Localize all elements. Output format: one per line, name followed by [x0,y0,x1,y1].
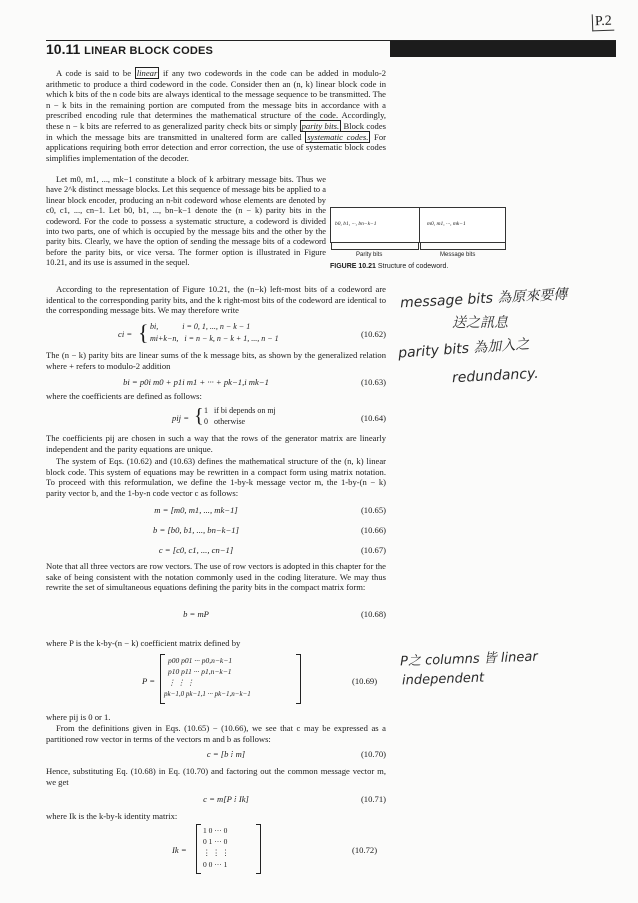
eq72-row-2: ⋮ ⋮ ⋮ [203,848,230,857]
p5-text: where the coefficients are defined as follows: [46,391,202,401]
paragraph-10 [46,712,386,723]
eq65-number: (10.65) [360,505,386,515]
figure-caption-text: Structure of codeword. [377,263,449,270]
paragraph-8 [46,561,386,593]
paragraph-4 [46,350,386,371]
eq64-number: (10.64) [360,413,386,423]
p2-text: Let m0, m1, ..., mk−1 constitute a block of k arbitrary message bits. Thus we have 2^k distinct message blocks. Let this sequence of message bits be applied to a linear block encoder, producing an n-bit codeword whose elements are denoted by c0, c1, ..., cn−1. Let b0, b1, ..., bn−k−1 denote the (n − k) parity bits in the codeword. For the code to possess a systematic structure, a codeword is divided into two parts, one of which is occupied by the message bits and the other by the parity bits. Clearly, we have the option of sending the message bits of a codeword before the parity bits, or vice versa. The former option is illustrated in Figure 10.21, and its use is assumed in the sequel. [46,175,326,268]
paragraph-13 [46,811,386,822]
eq64-case-top: 1 if bi depends on mj [204,406,276,415]
section-heading [46,41,213,57]
eq72-number: (10.72) [352,845,378,855]
eq71-body: c = m[P ⁞ Ik] [203,794,249,804]
eq69-row-1: p10 p11 ··· p1,n−k−1 [168,667,232,676]
eq69-row-0: p00 p01 ··· p0,n−k−1 [168,656,233,665]
p4-text: The (n − k) parity bits are linear sums of the k message bits, as shown by the generalized relation where + refers to modulo-2 addition [46,350,386,371]
eq70-body: c = [b ⁞ m] [206,749,246,759]
p1-text-b: if any two codewords in the code can be added in modulo-2 arithmetic to produce a third codeword in the code. Consider then an (n, k) linear block code in which k bits of the n code bits are always identical to the message sequence to be transmitted. The n − k bits in the remaining portion are computed from the message bits in accordance with a prescribed encoding rule that determines the mathematical structure of the code. Accordingly, these n − k bits are referred to as generalized parity check bits or simply [46,68,386,131]
eq66-number: (10.66) [360,525,386,535]
boxed-term-parity-bits: parity bits. [301,120,340,131]
equation-10-65 [46,505,386,517]
eq70-number: (10.70) [360,749,386,759]
p1-text-d: For applications requiring both error detection and error correction, the use of systematic block codes simplifies implementation of the decoder. [46,131,386,163]
eq66-body: b = [b0, b1, ..., bn−k−1] [153,525,239,535]
figure-message-segment: m0, m1, ···, mk−1 [427,221,466,227]
paragraph-12 [46,766,386,787]
paragraph-11 [46,723,386,744]
p1-text-c: Block codes in which the message bits are transmitted in unaltered form are called [46,120,387,142]
handwritten-note-independent: independent [401,670,485,689]
p3-text: According to the representation of Figure 10.21, the (n−k) left-most bits of a codeword are identical to the corresponding parity bits, and the k right-most bits of the codeword are identical to the corresponding message bits. We may therefore write [46,284,386,316]
p1-text-a: A code is said to be [56,68,132,78]
equation-10-68 [46,609,386,621]
equation-10-70 [46,749,386,761]
eq69-row-2: ⋮ ⋮ ⋮ [168,678,195,687]
paragraph-7 [46,456,386,498]
handwritten-note-message-bits-2: 送之訊息 [452,315,508,331]
eq67-body: c = [c0, c1, ..., cn−1] [158,545,234,555]
p8-text: Note that all three vectors are row vectors. The use of row vectors is adopted in this chapter for the sake of being consistent with the notation commonly used in the coding literature. We may thus rewrite the set of simultaneous equations defining the parity bits in the compact matrix form: [46,561,386,593]
figure-caption-number: FIGURE 10.21 [330,263,376,270]
figure-divider [419,208,420,242]
eq67-number: (10.67) [360,545,386,555]
eq63-number: (10.63) [360,377,386,387]
paragraph-2 [46,175,326,269]
boxed-term-linear: linear [136,68,158,78]
p11-text: From the definitions given in Eqs. (10.65) − (10.66), we see that c may be expressed as a partitioned row vector in terms of the vectors m and b as follows: [46,723,386,744]
eq64-lhs: pij = [172,413,190,423]
header-dark-bar [390,41,616,57]
eq63-body: bi = p0i m0 + p1i m1 + ··· + pk−1,i mk−1 [123,377,269,387]
eq72-row-3: 0 0 ··· 1 [203,860,228,869]
message-brace [420,243,506,250]
eq62-case-top: bi, i = 0, 1, ..., n − k − 1 [150,322,251,331]
eq72-row-1: 0 1 ··· 0 [203,837,228,846]
eq72-right-bracket [256,824,261,874]
p9-text: where P is the k-by-(n − k) coefficient matrix defined by [46,638,241,648]
eq72-row-0: 1 0 ··· 0 [203,826,228,835]
eq62-case-bottom: mi+k−n, i = n − k, n − k + 1, ..., n − 1 [150,334,279,343]
eq68-number: (10.68) [360,609,386,619]
handwritten-note-redundancy: redundancy. [451,365,540,387]
figure-caption [330,263,448,270]
equation-10-71 [46,794,386,806]
paragraph-6 [46,433,386,454]
eq64-brace: { [194,405,204,427]
equation-10-63 [46,377,386,389]
paragraph-1 [46,68,386,163]
parity-brace [331,243,419,250]
p7-text: The system of Eqs. (10.62) and (10.63) defines the mathematical structure of the (n, k) linear block code. This system of equations may be rewritten in a compact form using matrix notation. To proceed with this reformulation, we define the 1-by-k message vector m, the 1-by-(n − k) parity vector b, and the 1-by-n code vector c as follows: [46,456,386,498]
handwritten-note-parity-bits: parity bits 為加入之 [397,336,530,362]
eq69-lhs: P = [142,676,156,686]
eq69-number: (10.69) [352,676,378,686]
section-number: 10.11 [46,41,81,57]
paragraph-3 [46,284,386,316]
eq72-left-bracket [196,824,201,874]
eq64-case-bottom: 0 otherwise [204,417,246,426]
p13-text: where Ik is the k-by-k identity matrix: [46,811,178,821]
figure-label-parity: Parity bits [356,252,383,258]
equation-10-64 [46,406,386,430]
paragraph-5 [46,391,386,402]
figure-parity-segment: b0, b1, ···, bn−k−1 [335,221,377,227]
eq68-body: b = mP [183,609,209,619]
handwritten-note-p-columns: P之 columns 皆 linear [399,649,538,670]
eq69-right-bracket [296,654,301,704]
eq72-lhs: Ik = [172,845,187,855]
handwritten-note-message-bits: message bits 為原來要傳 [399,286,568,312]
eq65-body: m = [m0, m1, ..., mk−1] [154,505,238,515]
codeword-figure [330,207,506,243]
eq62-brace: { [138,320,149,345]
equation-10-67 [46,545,386,557]
boxed-term-systematic-codes: systematic codes. [307,131,369,142]
eq62-lhs: ci = [118,329,133,339]
equation-10-62 [46,322,386,348]
p6-text: The coefficients pij are chosen in such a way that the rows of the generator matrix are linearly independent and the parity equations are unique. [46,433,386,454]
section-title: LINEAR BLOCK CODES [84,45,214,57]
eq71-number: (10.71) [360,794,386,804]
eq62-number: (10.62) [360,329,386,339]
equation-10-66 [46,525,386,537]
p10-text: where pij is 0 or 1. [46,712,111,722]
paragraph-9 [46,638,386,649]
handwritten-page-number: P.2 [592,14,614,32]
p12-text: Hence, substituting Eq. (10.68) in Eq. (10.70) and factoring out the common message vector m, we get [46,766,386,787]
eq69-row-3: pk−1,0 pk−1,1 ··· pk−1,n−k−1 [164,690,251,698]
figure-label-message: Message bits [440,252,476,258]
